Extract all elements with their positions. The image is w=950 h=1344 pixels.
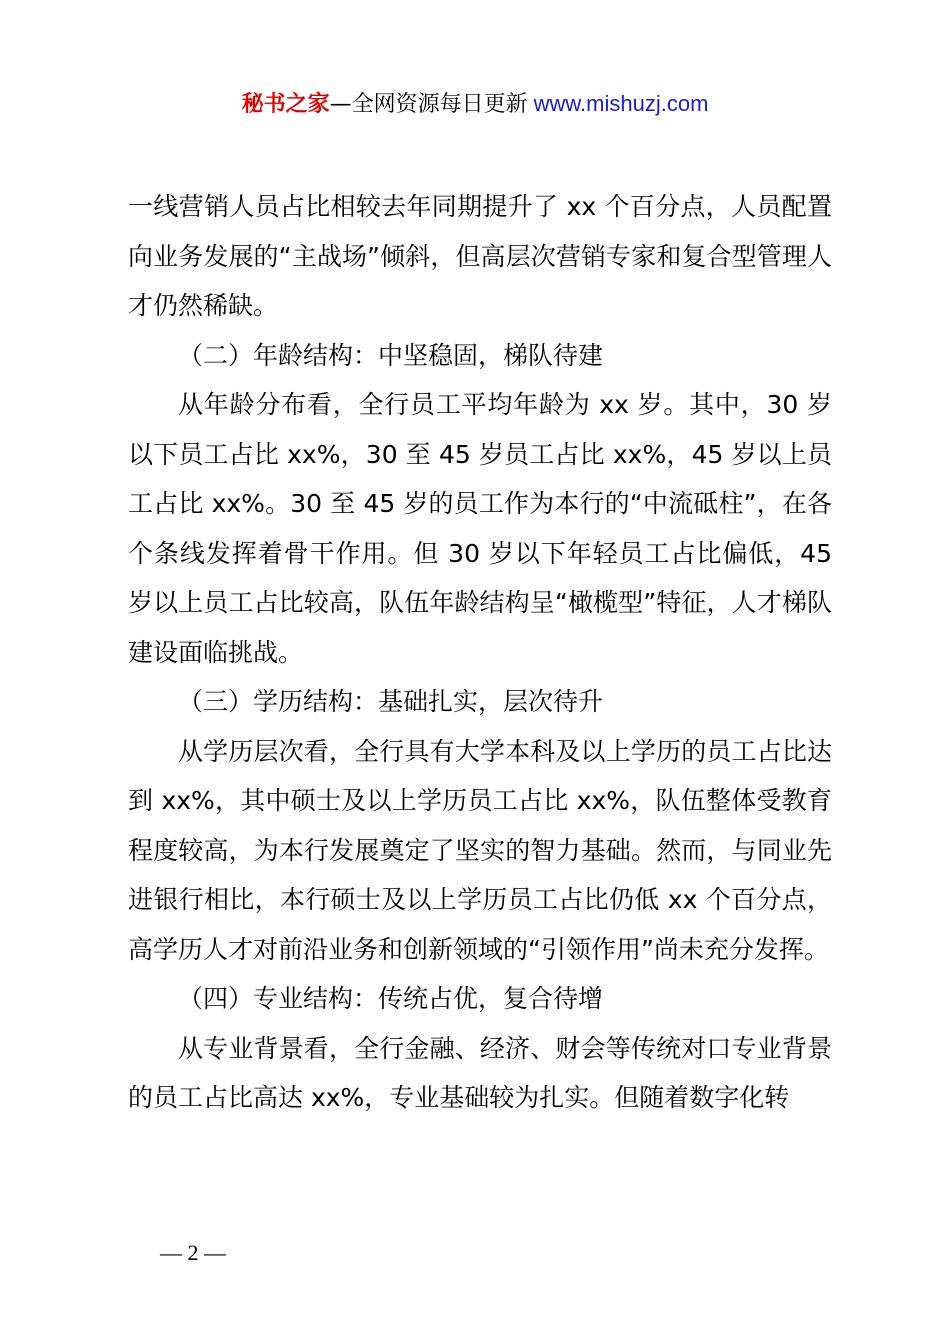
section-heading-specialty: （四）专业结构：传统占优，复合待增 bbox=[178, 984, 604, 1013]
paragraph-education: 从学历层次看，全行具有大学本科及以上学历的员工占比达到 xx%，其中硕士及以上学历员工占比 xx%，队伍整体受教育程度较高，为本行发展奠定了坚实的智力基础。然而，与同业先进银行相比，本行硕士及以上学历员工占比仍低 xx 个百分点，高学历人才对前沿业务和创新领域的“引领作用”尚未充分发挥。 bbox=[128, 736, 832, 964]
site-url-link[interactable]: www.mishuzj.com bbox=[533, 91, 709, 116]
document-body bbox=[128, 182, 832, 1123]
section-heading-education: （三）学历结构：基础扎实，层次待升 bbox=[178, 687, 604, 716]
site-tagline: —全网资源每日更新 bbox=[329, 92, 528, 117]
site-brand: 秘书之家 bbox=[241, 92, 330, 117]
page-number: — 2 — bbox=[160, 1240, 226, 1265]
section-heading-age: （二）年龄结构：中坚稳固，梯队待建 bbox=[178, 340, 604, 370]
site-header bbox=[0, 88, 950, 121]
paragraph-age: 从年龄分布看，全行员工平均年龄为 xx 岁。其中，30 岁以下员工占比 xx%，30 至 45 岁员工占比 xx%，45 岁以上员工占比 xx%。30 至 45 岁的员工作为本行的“中流砥柱”，在各个条线发挥着骨干作用。但 30 岁以下年轻员工占比偏低，45 岁以上员工占比较高，队伍年龄结构呈“橄榄型”特征，人才梯队建设面临挑战。 bbox=[128, 390, 832, 667]
paragraph-continuation: 一线营销人员占比相较去年同期提升了 xx 个百分点，人员配置向业务发展的“主战场”倾斜，但高层次营销专家和复合型管理人才仍然稀缺。 bbox=[128, 192, 832, 320]
paragraph-specialty: 从专业背景看，全行金融、经济、财会等传统对口专业背景的员工占比高达 xx%，专业基础较为扎实。但随着数字化转 bbox=[128, 1033, 832, 1112]
